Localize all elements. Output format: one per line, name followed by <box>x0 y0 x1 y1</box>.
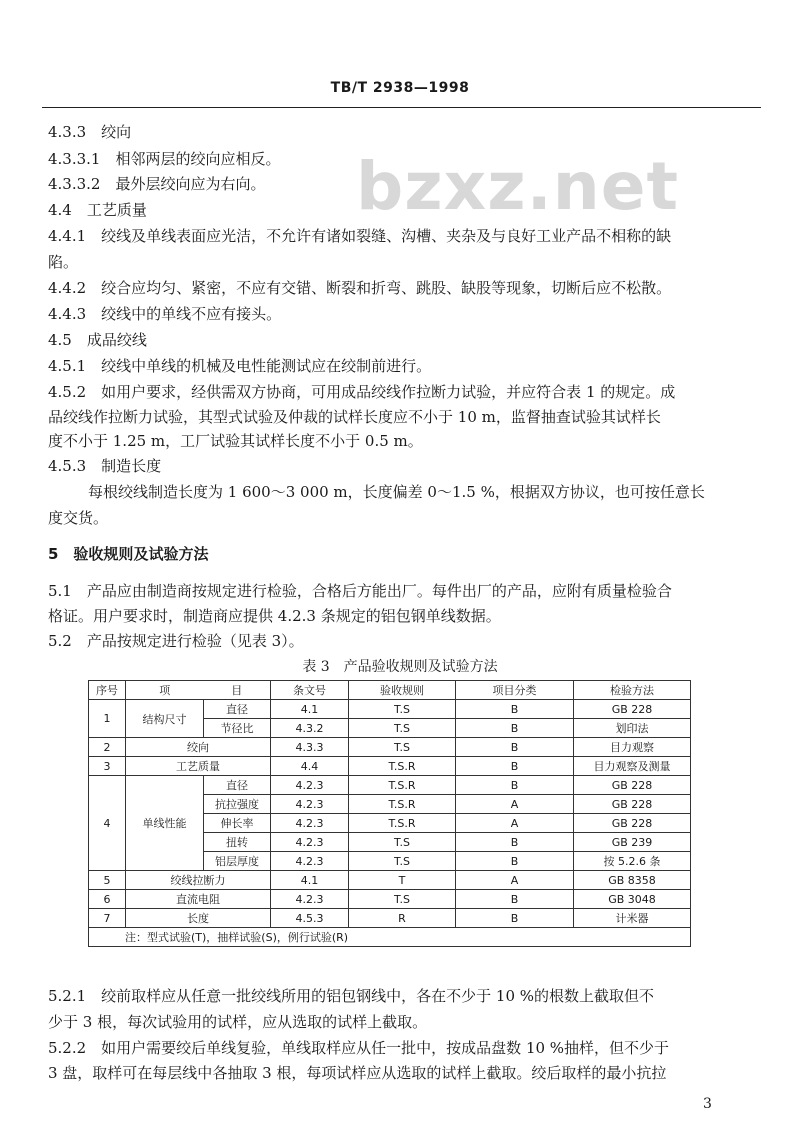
cell-rule: R <box>349 909 456 928</box>
clause-4-5-2: 4.5.2 如用户要求，经供需双方协商，可用成品绞线作拉断力试验，并应符合表 1 的规定。成 <box>48 383 676 401</box>
cell-category: B <box>456 890 574 909</box>
table-row <box>89 909 691 928</box>
cell-method: GB 8358 <box>574 871 691 890</box>
cell-no: 2 <box>89 738 126 757</box>
cell-rule: T.S.R <box>349 814 456 833</box>
cell-group: 结构尺寸 <box>126 700 204 738</box>
header-no: 序号 <box>89 681 126 700</box>
cell-sub: 直径 <box>204 700 271 719</box>
cell-rule: T.S <box>349 738 456 757</box>
cell-rule: T.S.R <box>349 776 456 795</box>
cell-method: 目力观察 <box>574 738 691 757</box>
cell-clause: 4.2.3 <box>271 890 349 909</box>
cell-no: 4 <box>89 776 126 871</box>
clause-4-4: 4.4 工艺质量 <box>48 201 147 219</box>
cell-clause: 4.1 <box>271 871 349 890</box>
page-number: 3 <box>703 1096 712 1112</box>
cell-rule: T.S <box>349 719 456 738</box>
cell-method: 目力观察及测量 <box>574 757 691 776</box>
cell-category: B <box>456 776 574 795</box>
cell-clause: 4.3.3 <box>271 738 349 757</box>
clause-4-5-2-cont2: 度不小于 1.25 m，工厂试验其试样长度不小于 0.5 m。 <box>48 432 423 450</box>
cell-category: B <box>456 852 574 871</box>
cell-no: 3 <box>89 757 126 776</box>
clause-4-5-1: 4.5.1 绞线中单线的机械及电性能测试应在绞制前进行。 <box>48 357 432 375</box>
clause-5-1: 5.1 产品应由制造商按规定进行检验，合格后方能出厂。每件出厂的产品，应附有质量检验合 <box>48 582 672 600</box>
table-note: 注：型式试验(T)，抽样试验(S)，例行试验(R) <box>89 928 691 947</box>
cell-item: 绞线拉断力 <box>126 871 271 890</box>
cell-category: B <box>456 700 574 719</box>
cell-category: B <box>456 833 574 852</box>
cell-category: B <box>456 719 574 738</box>
clause-4-4-1: 4.4.1 绞线及单线表面应光洁，不允许有诸如裂缝、沟槽、夹杂及与良好工业产品不相称的缺 <box>48 227 672 245</box>
clause-5-2-1: 5.2.1 绞前取样应从任意一批绞线所用的铝包钢线中，各在不少于 10 %的根数上截取但不 <box>48 987 655 1005</box>
cell-clause: 4.2.3 <box>271 833 349 852</box>
cell-method: GB 228 <box>574 776 691 795</box>
cell-item: 绞向 <box>126 738 271 757</box>
header-rule: 验收规则 <box>349 681 456 700</box>
cell-clause: 4.2.3 <box>271 776 349 795</box>
clause-4-5-3-body: 每根绞线制造长度为 1 600～3 000 m，长度偏差 0～1.5 %，根据双方协议，也可按任意长 <box>88 483 705 501</box>
cell-category: A <box>456 795 574 814</box>
cell-rule: T.S <box>349 852 456 871</box>
table-row <box>89 757 691 776</box>
cell-clause: 4.5.3 <box>271 909 349 928</box>
clause-5-2: 5.2 产品按规定进行检验（见表 3）。 <box>48 632 304 650</box>
clause-5-2-2: 5.2.2 如用户需要绞后单线复验，单线取样应从任一批中，按成品盘数 10 %抽样，但不少于 <box>48 1039 670 1057</box>
cell-method: GB 228 <box>574 795 691 814</box>
watermark: bzxz.net <box>356 148 680 225</box>
cell-clause: 4.3.2 <box>271 719 349 738</box>
table-row <box>89 700 691 719</box>
cell-item: 长度 <box>126 909 271 928</box>
header-item-a: 项 <box>126 681 204 700</box>
cell-method: 划印法 <box>574 719 691 738</box>
cell-method: GB 3048 <box>574 890 691 909</box>
cell-no: 1 <box>89 700 126 738</box>
cell-method: 计米器 <box>574 909 691 928</box>
cell-sub: 直径 <box>204 776 271 795</box>
cell-rule: T.S <box>349 700 456 719</box>
cell-item: 直流电阻 <box>126 890 271 909</box>
cell-clause: 4.2.3 <box>271 852 349 871</box>
cell-item: 工艺质量 <box>126 757 271 776</box>
cell-sub: 节径比 <box>204 719 271 738</box>
table-caption: 表 3 产品验收规则及试验方法 <box>302 659 498 675</box>
cell-category: A <box>456 871 574 890</box>
section-5-heading: 5 验收规则及试验方法 <box>48 545 209 563</box>
table-row <box>89 776 691 795</box>
cell-rule: T <box>349 871 456 890</box>
cell-method: GB 239 <box>574 833 691 852</box>
cell-no: 7 <box>89 909 126 928</box>
cell-rule: T.S <box>349 890 456 909</box>
header-method: 检验方法 <box>574 681 691 700</box>
cell-clause: 4.4 <box>271 757 349 776</box>
clause-4-5: 4.5 成品绞线 <box>48 331 147 349</box>
clause-4-3-3: 4.3.3 绞向 <box>48 123 132 141</box>
cell-clause: 4.1 <box>271 700 349 719</box>
cell-clause: 4.2.3 <box>271 814 349 833</box>
cell-sub: 扭转 <box>204 833 271 852</box>
table-header-row <box>89 681 691 700</box>
cell-method: GB 228 <box>574 814 691 833</box>
cell-sub: 伸长率 <box>204 814 271 833</box>
clause-4-4-1-cont: 陷。 <box>48 253 79 271</box>
cell-no: 6 <box>89 890 126 909</box>
clause-4-4-3: 4.4.3 绞线中的单线不应有接头。 <box>48 305 282 323</box>
clause-5-1-cont: 格证。用户要求时，制造商应提供 4.2.3 条规定的铝包钢单线数据。 <box>48 607 501 625</box>
clause-4-4-2: 4.4.2 绞合应均匀、紧密，不应有交错、断裂和折弯、跳股、缺股等现象，切断后应不松散。 <box>48 279 672 297</box>
standard-code: TB/T 2938—1998 <box>330 80 470 96</box>
cell-category: A <box>456 814 574 833</box>
cell-method: GB 228 <box>574 700 691 719</box>
table-row <box>89 738 691 757</box>
cell-clause: 4.2.3 <box>271 795 349 814</box>
header-category: 项目分类 <box>456 681 574 700</box>
cell-method: 按 5.2.6 条 <box>574 852 691 871</box>
clause-5-2-1-cont: 少于 3 根，每次试验用的试样，应从选取的试样上截取。 <box>48 1013 428 1031</box>
clause-4-3-3-2: 4.3.3.2 最外层绞向应为右向。 <box>48 175 266 193</box>
cell-no: 5 <box>89 871 126 890</box>
cell-sub: 铝层厚度 <box>204 852 271 871</box>
cell-category: B <box>456 738 574 757</box>
table-note-row <box>89 928 691 947</box>
header-rule <box>42 107 761 108</box>
header-item-b: 目 <box>204 681 271 700</box>
clause-5-2-2-cont: 3 盘，取样可在每层线中各抽取 3 根，每项试样应从选取的试样上截取。绞后取样的最小抗拉 <box>48 1064 667 1082</box>
cell-category: B <box>456 757 574 776</box>
clause-4-5-3: 4.5.3 制造长度 <box>48 457 162 475</box>
cell-rule: T.S.R <box>349 795 456 814</box>
cell-group: 单线性能 <box>126 776 204 871</box>
table-row <box>89 890 691 909</box>
clause-4-3-3-1: 4.3.3.1 相邻两层的绞向应相反。 <box>48 150 281 168</box>
header-clause: 条文号 <box>271 681 349 700</box>
cell-rule: T.S.R <box>349 757 456 776</box>
clause-4-5-3-body-cont: 度交货。 <box>48 509 109 527</box>
cell-category: B <box>456 909 574 928</box>
cell-rule: T.S <box>349 833 456 852</box>
acceptance-table <box>88 680 691 947</box>
cell-sub: 抗拉强度 <box>204 795 271 814</box>
table-row <box>89 871 691 890</box>
clause-4-5-2-cont1: 品绞线作拉断力试验，其型式试验及仲裁的试样长度应不小于 10 m，监督抽查试验其试样长 <box>48 408 661 426</box>
